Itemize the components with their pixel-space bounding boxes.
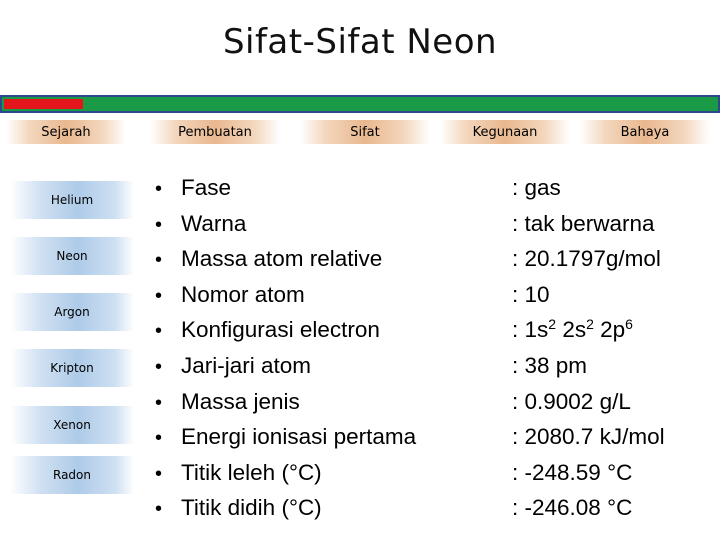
property-name: Jari-jari atom: [181, 352, 312, 378]
property-value: : 20.1797g/mol: [512, 246, 661, 272]
property-name: Massa jenis: [181, 388, 300, 414]
tab-kegunaan[interactable]: Kegunaan: [440, 120, 570, 144]
page-title: Sifat-Sifat Neon: [222, 22, 498, 62]
bullet-icon: •: [155, 249, 163, 272]
property-name: Energi ionisasi pertama: [181, 424, 417, 450]
config-sup-2: 2: [586, 316, 594, 333]
property-value: : 38 pm: [512, 352, 588, 378]
sidebar-item-radon[interactable]: Radon: [10, 456, 134, 494]
bullet-icon: •: [155, 462, 163, 485]
sidebar-item-xenon[interactable]: Xenon: [10, 406, 134, 444]
sidebar-item-neon[interactable]: Neon: [10, 237, 134, 275]
sidebar-item-argon[interactable]: Argon: [10, 293, 134, 331]
list-item: [155, 348, 416, 384]
property-name: Konfigurasi electron: [181, 317, 380, 343]
property-value: : -248.59 °C: [512, 459, 633, 485]
list-item: [155, 490, 416, 526]
property-name: Warna: [181, 210, 247, 236]
list-item: [155, 241, 416, 277]
bullet-icon: •: [155, 391, 163, 414]
property-value-list: [512, 170, 665, 526]
bullet-icon: •: [155, 284, 163, 307]
bullet-icon: •: [155, 213, 163, 236]
config-sup-3: 6: [625, 316, 633, 333]
list-item: [155, 312, 416, 348]
config-mid-2: 2p: [593, 317, 626, 343]
bullet-icon: •: [155, 320, 163, 343]
property-value-electron-config: [512, 312, 665, 348]
sidebar-item-kripton[interactable]: Kripton: [10, 349, 134, 387]
config-mid-1: 2s: [556, 317, 587, 343]
property-value: : tak berwarna: [512, 210, 655, 236]
tab-bahaya[interactable]: Bahaya: [580, 120, 710, 144]
property-value: : 0.9002 g/L: [512, 388, 631, 414]
tab-pembuatan[interactable]: Pembuatan: [150, 120, 280, 144]
bullet-icon: •: [155, 498, 163, 521]
list-item: [155, 206, 416, 242]
property-value: : -246.08 °C: [512, 495, 633, 521]
list-item: [155, 277, 416, 313]
property-name: Titik leleh (°C): [181, 459, 322, 485]
list-item: [155, 455, 416, 491]
property-name: Massa atom relative: [181, 246, 383, 272]
property-name: Titik didih (°C): [181, 495, 322, 521]
tab-sejarah[interactable]: Sejarah: [6, 120, 126, 144]
progress-bar-fill: [4, 99, 83, 109]
property-value: : gas: [512, 175, 561, 200]
property-name-list: [155, 170, 416, 526]
bullet-icon: •: [155, 355, 163, 378]
list-item: [155, 419, 416, 455]
bullet-icon: •: [155, 427, 163, 450]
bullet-icon: •: [155, 178, 163, 200]
property-value: : 2080.7 kJ/mol: [512, 424, 665, 450]
progress-bar: [0, 95, 720, 113]
property-value: : 10: [512, 281, 550, 307]
list-item: [155, 384, 416, 420]
property-name: Nomor atom: [181, 281, 305, 307]
sidebar-item-helium[interactable]: Helium: [10, 181, 134, 219]
property-name: Fase: [181, 175, 232, 200]
list-item: [155, 170, 416, 206]
config-prefix: : 1s: [512, 317, 549, 343]
config-sup-1: 2: [548, 316, 557, 333]
tab-sifat[interactable]: Sifat: [300, 120, 430, 144]
